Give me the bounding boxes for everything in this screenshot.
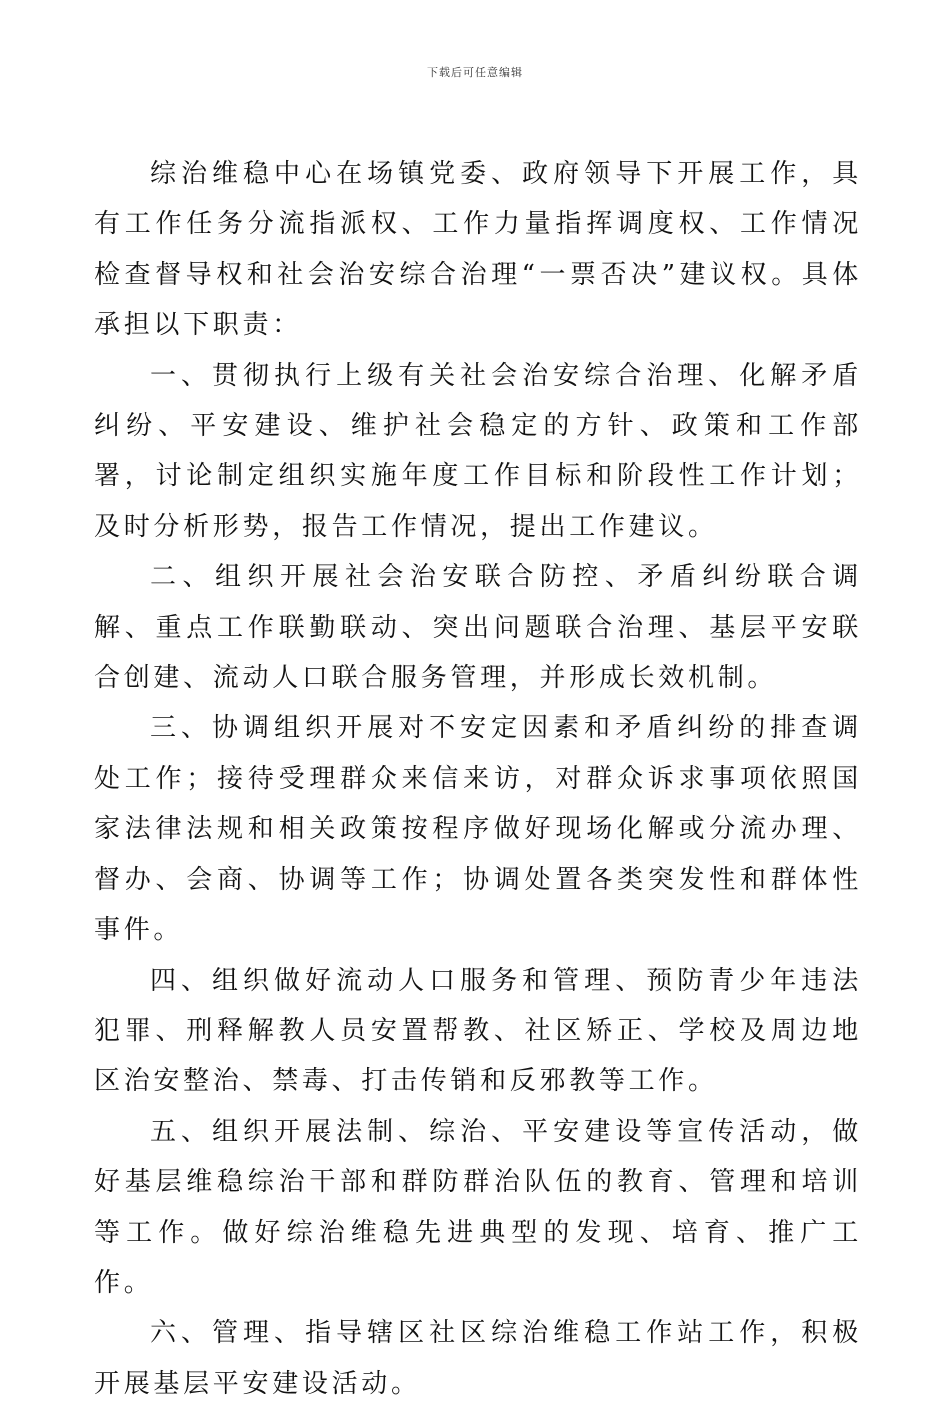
- paragraph-duty-3: 三、协调组织开展对不安定因素和矛盾纠纷的排查调处工作；接待受理群众来信来访，对群众诉求事项依照国家法律法规和相关政策按程序做好现场化解或分流办理、督办、会商、协调等工作；协调处置各类突发性和群体性事件。: [94, 713, 862, 946]
- page-header-note: 下载后可任意编辑: [427, 66, 523, 79]
- document-body: [94, 149, 862, 1409]
- paragraph-duty-6: 六、管理、指导辖区社区综治维稳工作站工作，积极开展基层平安建设活动。: [94, 1318, 862, 1399]
- paragraph-duty-1: 一、贯彻执行上级有关社会治安综合治理、化解矛盾纠纷、平安建设、维护社会稳定的方针、政策和工作部署，讨论制定组织实施年度工作目标和阶段性工作计划；及时分析形势，报告工作情况，提出工作建议。: [94, 360, 862, 542]
- paragraph-duty-2: 二、组织开展社会治安联合防控、矛盾纠纷联合调解、重点工作联勤联动、突出问题联合治理、基层平安联合创建、流动人口联合服务管理，并形成长效机制。: [94, 562, 862, 694]
- paragraph-duty-4: 四、组织做好流动人口服务和管理、预防青少年违法犯罪、刑释解教人员安置帮教、社区矫正、学校及周边地区治安整治、禁毒、打击传销和反邪教等工作。: [94, 965, 862, 1097]
- paragraph-intro: 综治维稳中心在场镇党委、政府领导下开展工作，具有工作任务分流指派权、工作力量指挥调度权、工作情况检查督导权和社会治安综合治理“一票否决”建议权。具体承担以下职责：: [94, 159, 862, 341]
- paragraph-duty-5: 五、组织开展法制、综治、平安建设等宣传活动，做好基层维稳综治干部和群防群治队伍的教育、管理和培训等工作。做好综治维稳先进典型的发现、培育、推广工作。: [94, 1116, 862, 1298]
